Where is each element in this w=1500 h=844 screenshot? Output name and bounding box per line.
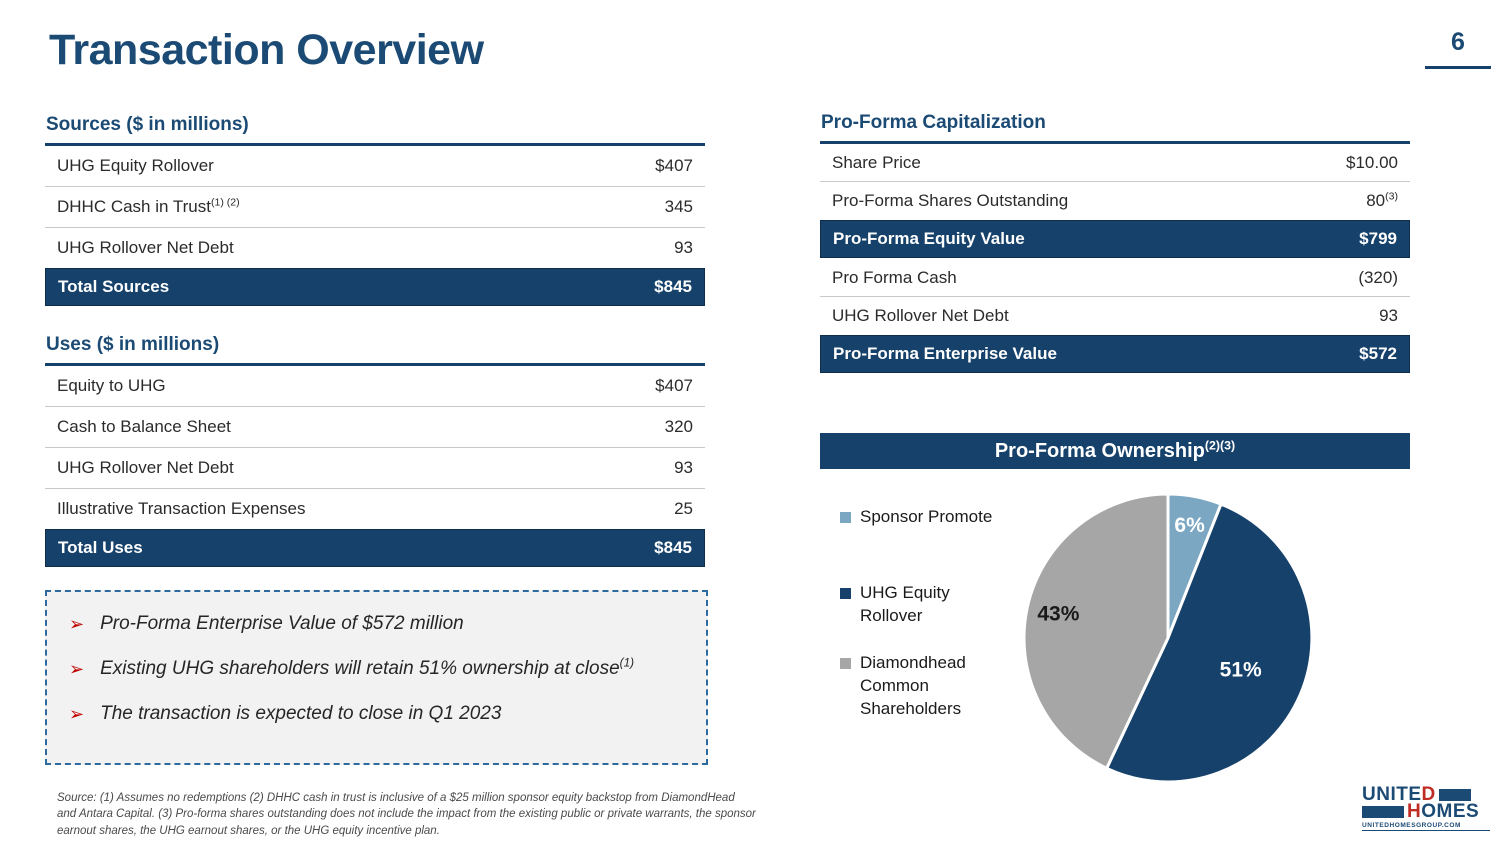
arrow-bullet-icon: ➢	[69, 704, 85, 725]
ownership-pie-chart	[1018, 488, 1318, 788]
footnote-marker: (1)	[619, 656, 635, 670]
arrow-bullet-icon: ➢	[69, 614, 85, 634]
table-row	[820, 182, 1410, 219]
footnote-marker: (1) (2)	[210, 196, 240, 209]
table-row	[45, 407, 705, 448]
table-row	[45, 228, 705, 268]
row-value: (320)	[1358, 267, 1398, 287]
row-label: Share Price	[832, 152, 921, 172]
bullet-text: Existing UHG shareholders will retain 51% ownership at close	[100, 658, 620, 680]
table-row	[45, 146, 705, 187]
sources-table-header: Sources ($ in millions)	[45, 114, 705, 146]
row-value: 93	[674, 458, 693, 477]
total-label: Pro-Forma Enterprise Value	[833, 344, 1057, 363]
row-label: Pro-Forma Shares Outstanding	[832, 190, 1069, 210]
row-value: 93	[674, 238, 693, 257]
page-title: Transaction Overview	[49, 26, 484, 74]
row-value: 320	[664, 417, 693, 436]
row-label: UHG Rollover Net Debt	[57, 238, 234, 257]
row-label: Equity to UHG	[57, 376, 166, 395]
total-value: $799	[1359, 229, 1397, 248]
page-number-underline	[1425, 66, 1491, 69]
row-label: UHG Equity Rollover	[57, 156, 214, 175]
table-row	[45, 448, 705, 489]
row-label: Cash to Balance Sheet	[57, 417, 231, 436]
bullet-text: Pro-Forma Enterprise Value of $572 million	[100, 613, 464, 634]
row-value: 93	[1379, 305, 1398, 325]
total-value: $845	[654, 538, 692, 557]
total-label: Pro-Forma Equity Value	[833, 229, 1025, 248]
logo-line-2: H OMES	[1362, 803, 1490, 820]
table-row	[45, 366, 705, 407]
pie-slice-label: 51%	[1219, 658, 1262, 682]
total-value: $845	[654, 277, 692, 296]
pie-chart-svg	[1018, 488, 1318, 788]
row-label: DHHC Cash in Trust	[57, 197, 211, 216]
uses-table-header: Uses ($ in millions)	[45, 334, 705, 366]
capitalization-table	[820, 112, 1410, 374]
ownership-chart-title: Pro-Forma Ownership$^{(2)(3)}$	[820, 433, 1410, 469]
table-row	[820, 144, 1410, 182]
legend-swatch-icon	[840, 588, 851, 599]
logo-line-1: UNITE D	[1362, 786, 1490, 803]
logo-rectangle	[1362, 806, 1404, 818]
table-row	[45, 187, 705, 228]
list-item	[69, 702, 684, 727]
page-number: 6	[1451, 28, 1465, 56]
table-row	[820, 297, 1410, 334]
table-row	[820, 259, 1410, 297]
table-row	[45, 489, 705, 529]
legend-label: Diamondhead Common Shareholders	[860, 653, 966, 718]
row-value: $407	[655, 376, 693, 395]
pie-slice-label: 6%	[1174, 513, 1205, 537]
list-item	[69, 612, 684, 637]
row-label: UHG Rollover Net Debt	[57, 458, 234, 477]
row-label: UHG Rollover Net Debt	[832, 305, 1009, 325]
total-label: Total Sources	[58, 277, 170, 296]
legend-label: UHG Equity Rollover	[860, 583, 950, 625]
row-value: 80	[1366, 190, 1386, 210]
legend-item-sponsor-promote	[840, 506, 1005, 529]
row-label: Pro Forma Cash	[832, 267, 957, 287]
row-value: $407	[655, 156, 693, 175]
row-value: 25	[674, 499, 693, 518]
equity-value-row	[820, 220, 1410, 258]
legend-swatch-icon	[840, 658, 851, 669]
legend-item-uhg-equity-rollover	[840, 582, 1005, 628]
logo-rectangle	[1439, 789, 1471, 801]
list-item	[69, 657, 684, 682]
sources-total-row	[45, 268, 705, 306]
capitalization-table-header: Pro-Forma Capitalization	[820, 112, 1410, 144]
footnote-marker: (3)	[1385, 189, 1398, 202]
legend-label: Sponsor Promote	[860, 507, 993, 526]
enterprise-value-row	[820, 335, 1410, 373]
legend-swatch-icon	[840, 512, 851, 523]
uses-table	[45, 334, 705, 567]
logo-url: UNITEDHOMESGROUP.COM	[1362, 822, 1490, 831]
arrow-bullet-icon: ➢	[69, 659, 85, 680]
uses-total-row	[45, 529, 705, 567]
legend-item-diamondhead-shareholders	[840, 652, 1005, 721]
pie-slice-label: 43%	[1037, 602, 1080, 626]
row-value: $10.00	[1346, 152, 1398, 172]
row-value: 345	[664, 197, 693, 216]
total-label: Total Uses	[58, 538, 143, 557]
bullet-text: The transaction is expected to close in Q1 2023	[100, 703, 502, 725]
row-label: Illustrative Transaction Expenses	[57, 499, 306, 518]
sources-table	[45, 114, 705, 306]
footnote-marker: (2)(3)	[1204, 437, 1236, 452]
source-footnote: Source: (1) Assumes no redemptions (2) DHHC cash in trust is inclusive of a $25 million sponsor equity backstop from DiamondHead and Antara Capital. (3) Pro-forma shares outstanding does not include the impact from the existing public or private warrants, the sponsor earnout shares, the UHG earnout shares, or the UHG equity incentive plan.	[57, 792, 756, 837]
total-value: $572	[1359, 344, 1397, 363]
united-homes-logo	[1362, 786, 1490, 831]
key-points-callout	[45, 590, 708, 765]
